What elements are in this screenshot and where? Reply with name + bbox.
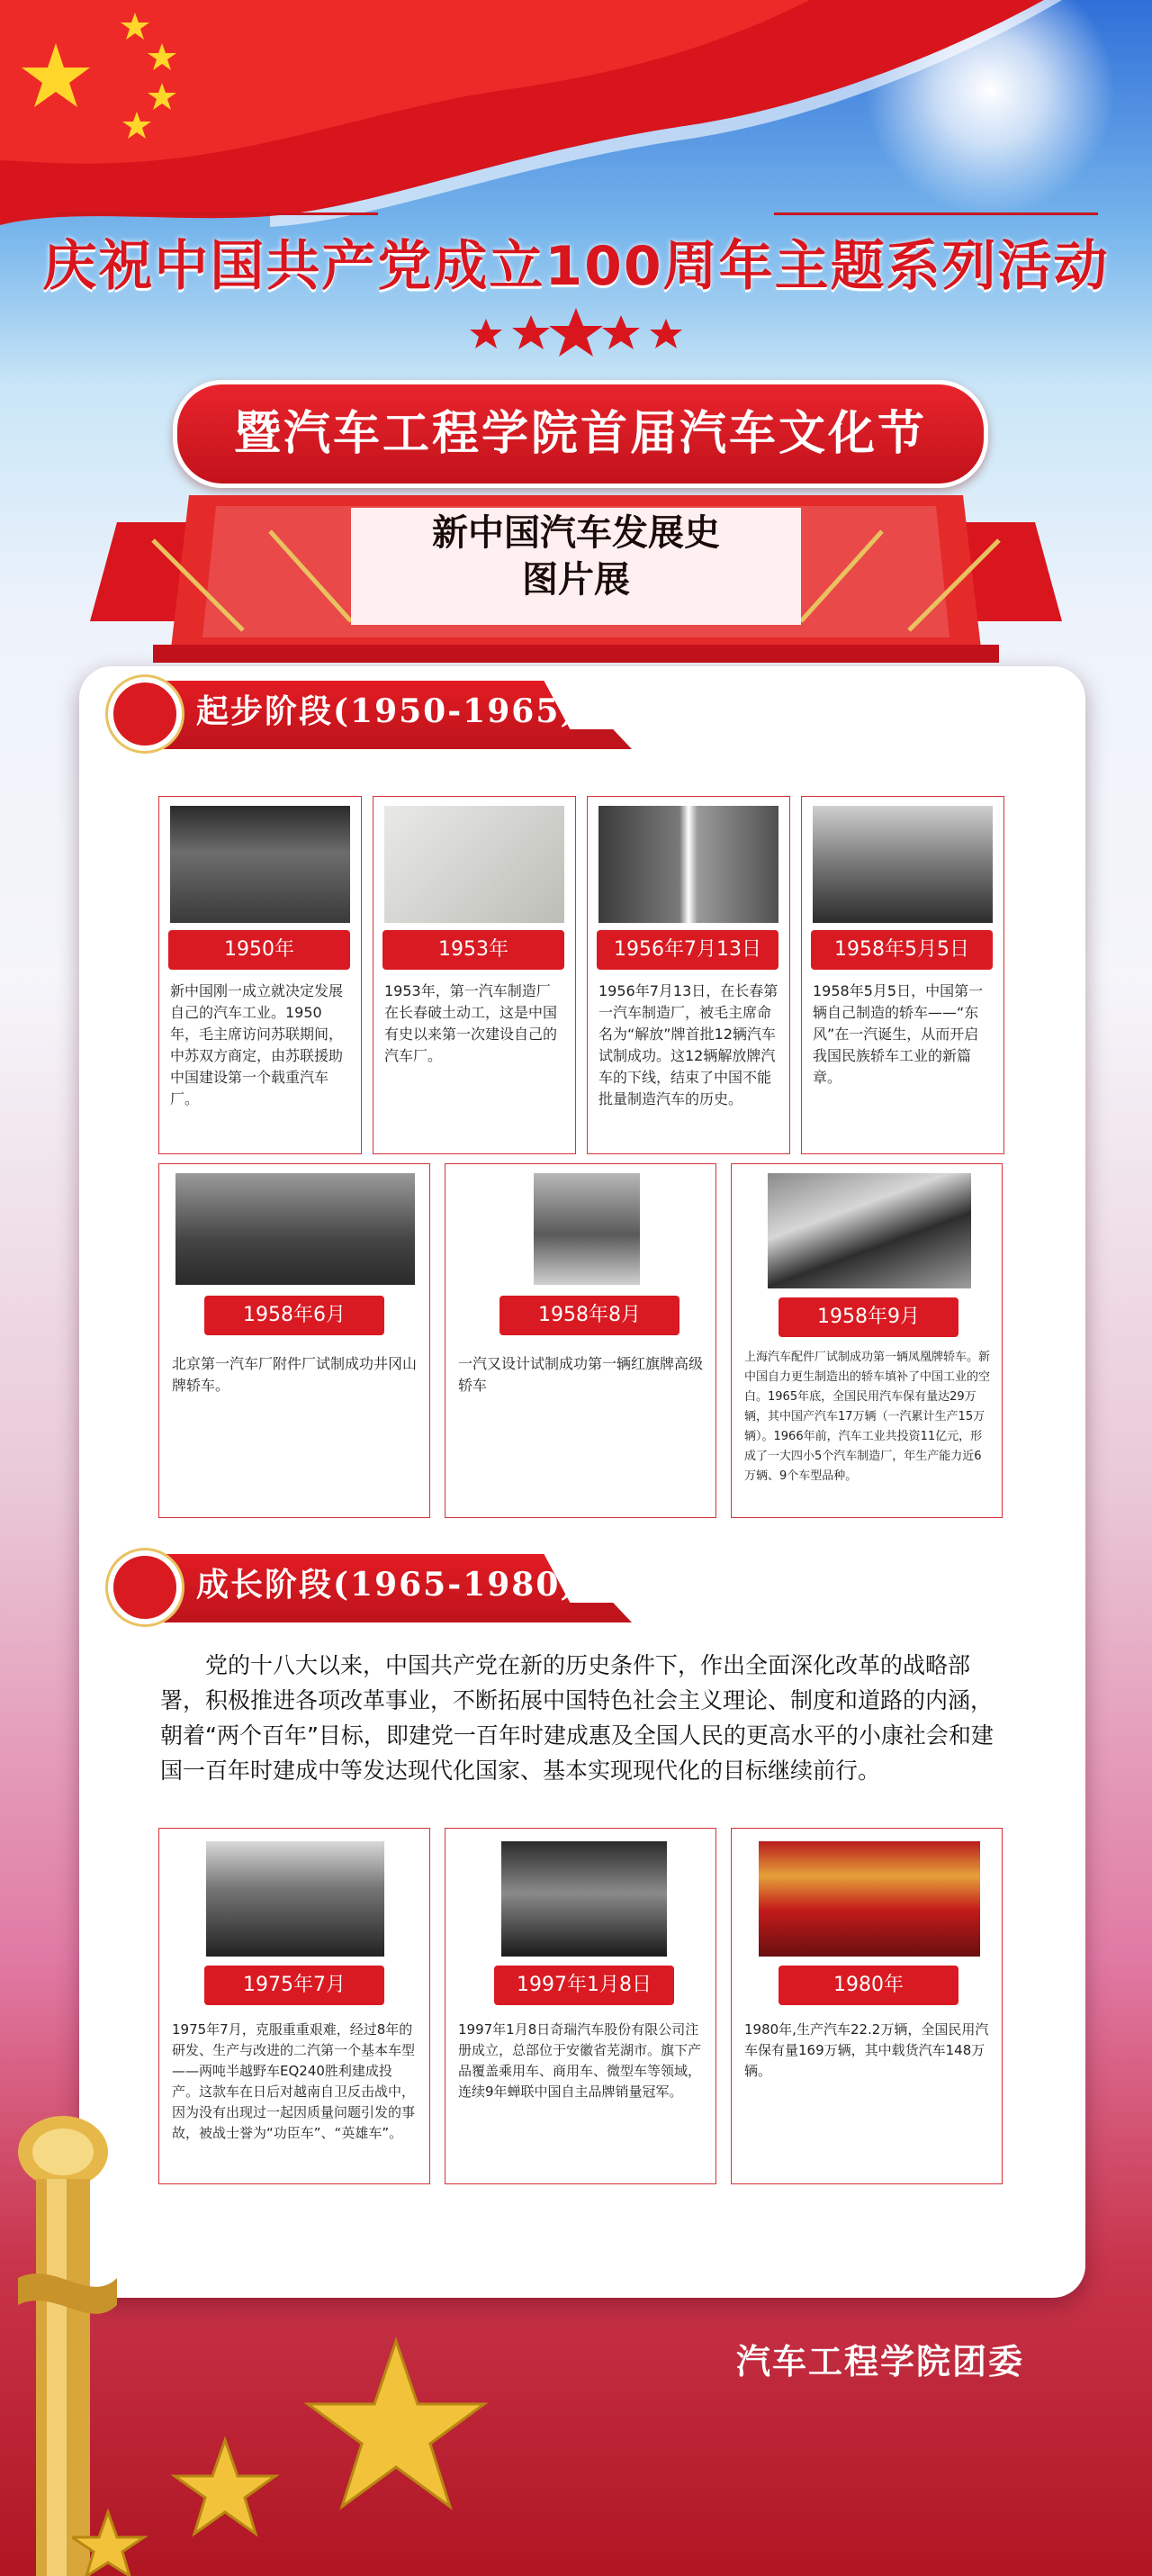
timeline-card-1958-jun (158, 1163, 430, 1518)
item-description: 1953年，第一汽车制造厂在长春破土动工，这是中国有史以来第一次建设自己的汽车厂。 (384, 982, 558, 1064)
section-2-intro: 党的十八大以来，中国共产党在新的历史条件下，作出全面深化改革的战略部署，积极推进各项改革事业，不断拓展中国特色社会主义理论、制度和道路的内涵，朝着“两个百年”目标，即建党一百年时建成惠及全国人民的更高水平的小康社会和建国一百年时建成中等发达现代化国家、基本实现现代化的目标继续前行。 (160, 1652, 994, 1784)
photo-fenghuang-cars (768, 1173, 971, 1288)
item-description: 北京第一汽车厂附件厂试制成功井冈山牌轿车。 (172, 1355, 418, 1394)
photo-factory-workers (598, 806, 778, 923)
date-tag: 1953年 (382, 930, 564, 970)
item-description: 1958年5月5日，中国第一辆自己制造的轿车——“东风”在一汽诞生，从而开启我国民族轿车工业的新篇章。 (813, 982, 984, 1086)
photo-congress-hall (759, 1841, 980, 1957)
photo-crowd-car (176, 1173, 415, 1285)
timeline-card-1980 (731, 1828, 1003, 2184)
photo-hongqi-car (534, 1173, 640, 1285)
organizer-name: 汽车工程学院团委 (736, 2342, 1025, 2382)
section-1-header (108, 677, 648, 753)
timeline-card-1975 (158, 1828, 430, 2184)
timeline-card-1956 (587, 796, 790, 1154)
date-tag: 1980年 (778, 1966, 958, 2005)
item-description: 上海汽车配件厂试制成功第一辆凤凰牌轿车。新中国自力更生制造出的轿车填补了中国工业的空白。1965年底，全国民用汽车保有量达29万辆，其中国产汽车17万辆（一汽累计生产15万辆）。1966年前，汽车工业共投资11亿元，形成了一大四小5个汽车制造厂，年生产能力近6万辆、9个车型品种。 (744, 1351, 991, 1483)
item-description: 1975年7月，克服重重艰难，经过8年的研发、生产与改进的二汽第一个基本车型——两吨半越野车EQ240胜利建成投产。这款车在日后对越南自卫反击战中，因为没有出现过一起因质量问题引发的事故，被战士誉为“功臣车”、“英雄车”。 (172, 2021, 416, 2141)
date-tag: 1958年8月 (500, 1296, 680, 1335)
banner-line-1: 新中国汽车发展史 (432, 511, 720, 554)
gold-stars-decoration (72, 2305, 504, 2576)
section-1-title: 起步阶段(1950-1965) (196, 692, 578, 730)
photo-factory-site (206, 1841, 384, 1957)
timeline-card-1997 (445, 1828, 716, 2184)
section-2-header (108, 1550, 648, 1626)
banner-line-2: 图片展 (522, 558, 630, 601)
timeline-card-1958-aug (445, 1163, 716, 1518)
five-stars-decoration (0, 306, 1152, 360)
photo-listing-ceremony (501, 1841, 667, 1957)
item-description: 1997年1月8日奇瑞汽车股份有限公司注册成立，总部位于安徽省芜湖市。旗下产品覆盖乘用车、商用车、微型车等领域，连续9年蝉联中国自主品牌销量冠军。 (458, 2021, 702, 2100)
subtitle-pill: 暨汽车工程学院首届汽车文化节 (173, 380, 988, 488)
date-tag: 1950年 (168, 930, 350, 970)
date-tag: 1956年7月13日 (597, 930, 778, 970)
item-description: 1980年,生产汽车22.2万辆，全国民用汽车保有量169万辆，其中载货汽车148万辆。 (744, 2021, 989, 2079)
red-flag-decoration (0, 0, 1152, 234)
photo-leaders-group (170, 806, 350, 923)
item-description: 1956年7月13日，在长春第一汽车制造厂，被毛主席命名为“解放”牌首批12辆汽车试制成功。这12辆解放牌汽车的下线，结束了中国不能批量制造汽车的历史。 (598, 982, 778, 1107)
date-tag: 1958年5月5日 (811, 930, 993, 970)
date-tag: 1997年1月8日 (494, 1966, 674, 2005)
date-tag: 1958年6月 (204, 1296, 384, 1335)
timeline-card-1958-sep (731, 1163, 1003, 1518)
section-2-title: 成长阶段(1965-1980) (196, 1566, 578, 1604)
photo-dongfeng-sedan (813, 806, 993, 923)
title-line-right (774, 212, 1098, 215)
date-tag: 1958年9月 (778, 1297, 958, 1337)
photo-foundation-stone (384, 806, 564, 923)
date-tag: 1975年7月 (204, 1966, 384, 2005)
party-emblem-icon (108, 677, 182, 751)
party-emblem-icon (108, 1550, 182, 1624)
title-line-left (54, 212, 378, 215)
item-description: 新中国刚一成立就决定发展自己的汽车工业。1950年，毛主席访问苏联期间，中苏双方商定，由苏联援助中国建设第一个载重汽车厂。 (170, 982, 344, 1107)
timeline-card-1950 (158, 796, 362, 1154)
item-description: 一汽又设计试制成功第一辆红旗牌高级轿车 (458, 1355, 704, 1394)
page-title: 庆祝中国共产党成立100周年主题系列活动 (42, 235, 1110, 298)
timeline-card-1958-may (801, 796, 1004, 1154)
timeline-card-1953 (373, 796, 576, 1154)
